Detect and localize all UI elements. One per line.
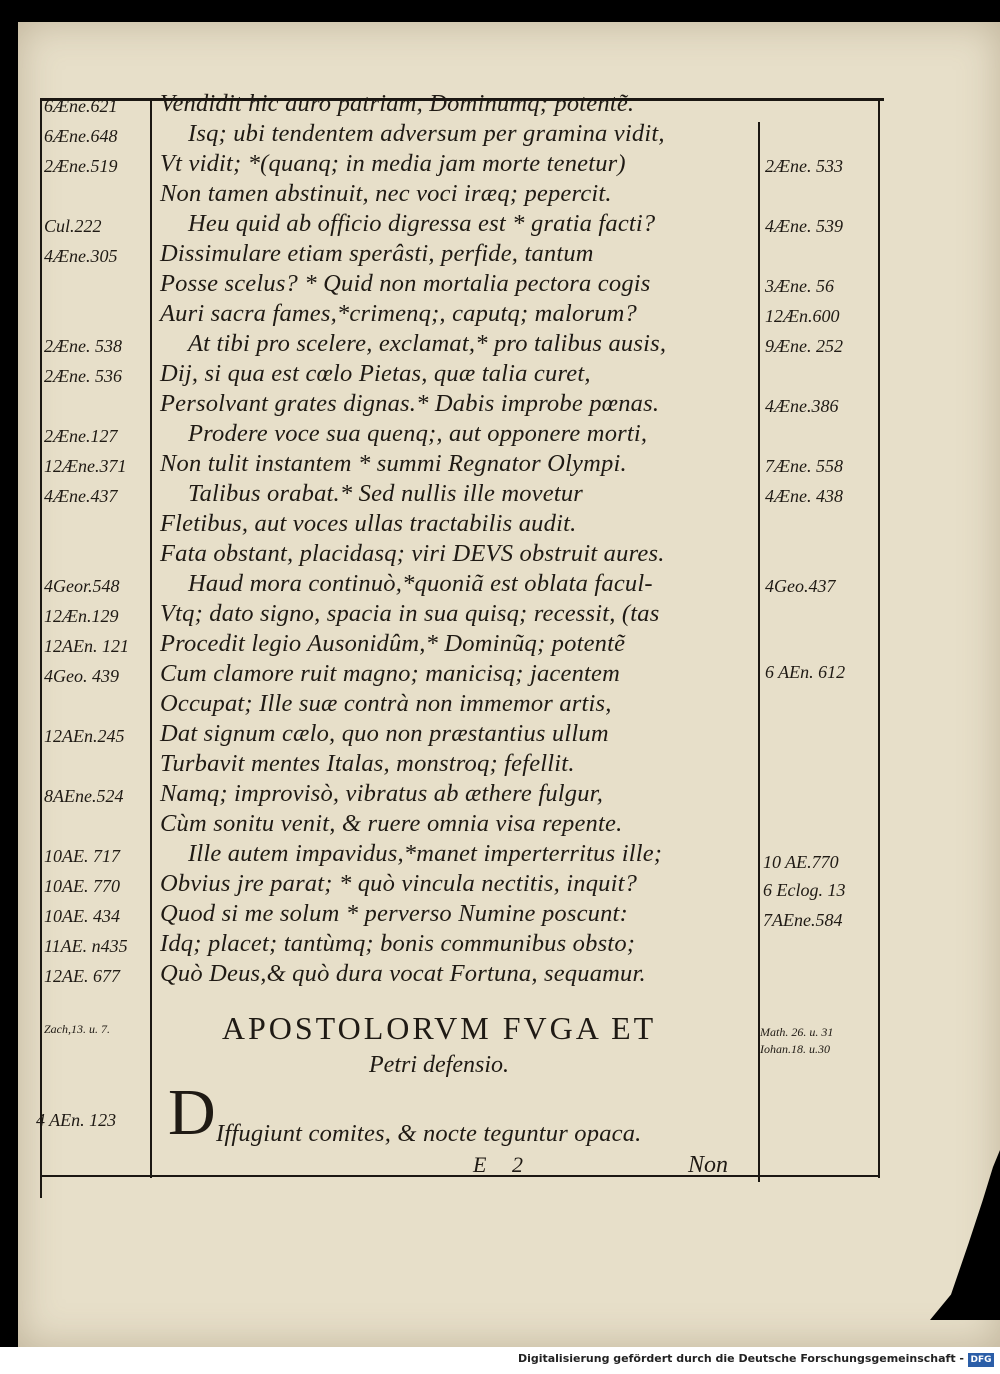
left-ref: 4 AEn. 123 bbox=[36, 1110, 117, 1130]
verse-line-14: Talibus orabat.* Sed nullis ille movetur bbox=[188, 480, 584, 507]
verse-line-17: Haud mora continuò,*quoniã est oblata facul- bbox=[188, 570, 653, 597]
verse-line-15: Fletibus, aut voces ullas tractabilis audit. bbox=[160, 510, 577, 537]
right-ref: 4Geo.437 bbox=[765, 576, 836, 596]
left-ref: 12AEn. 121 bbox=[44, 636, 129, 656]
verse-line-27: Obvius jre parat; * quò vincula nectitis, inquit? bbox=[160, 870, 638, 897]
right-ref: 2Æne. 533 bbox=[765, 156, 843, 176]
right-ref: Iohan.18. u.30 bbox=[760, 1042, 830, 1056]
verse-line-20: Cum clamore ruit magno; manicisq; jacentem bbox=[160, 660, 620, 687]
left-ref: 4Geor.548 bbox=[44, 576, 120, 596]
verse-line-10: Dij, si qua est cœlo Pietas, quæ talia curet, bbox=[160, 360, 591, 387]
right-ref: 12Æn.600 bbox=[765, 306, 840, 326]
dfg-logo: DFG bbox=[968, 1353, 994, 1367]
left-ref: 12AE. 677 bbox=[44, 966, 120, 986]
left-ref: 2Æne. 536 bbox=[44, 366, 122, 386]
verse-line-28: Quod si me solum * perverso Numine poscunt: bbox=[160, 900, 628, 927]
left-ref: 11AE. n435 bbox=[44, 936, 128, 956]
left-ref: 2Æne. 538 bbox=[44, 336, 122, 356]
verse-line-6: Dissimulare etiam sperâsti, perfide, tantum bbox=[160, 240, 594, 267]
left-ref: 8AEne.524 bbox=[44, 786, 124, 806]
right-ref: Math. 26. u. 31 bbox=[760, 1025, 834, 1039]
left-ref: 10AE. 717 bbox=[44, 846, 120, 866]
left-ref: 12AEn.245 bbox=[44, 726, 125, 746]
left-ref: 12Æn.129 bbox=[44, 606, 119, 626]
right-ref: 4Æne. 539 bbox=[765, 216, 843, 236]
catchword: Non bbox=[688, 1152, 729, 1178]
left-ref: Zach,13. u. 7. bbox=[44, 1022, 110, 1036]
left-ref: 10AE. 434 bbox=[44, 906, 120, 926]
section-subheading: Petri defensio. bbox=[369, 1052, 509, 1078]
verse-line-21: Occupat; Ille suæ contrà non immemor artis, bbox=[160, 690, 612, 717]
left-ref: 2Æne.519 bbox=[44, 156, 118, 176]
verse-line-24: Namq; improvisò, vibratus ab æthere fulgur, bbox=[160, 780, 604, 807]
signature-mark: E 2 bbox=[473, 1152, 533, 1177]
left-ref: 4Geo. 439 bbox=[44, 666, 119, 686]
verse-line-4: Non tamen abstinuit, nec voci iræq; pepercit. bbox=[160, 180, 612, 207]
verse-line-16: Fata obstant, placidasq; viri DEVS obstruit aures. bbox=[160, 540, 665, 567]
torn-corner bbox=[930, 1150, 1000, 1320]
right-ref: 9Æne. 252 bbox=[765, 336, 843, 356]
verse-line-25: Cùm sonitu venit, & ruere omnia visa repente. bbox=[160, 810, 623, 837]
verse-line-1: Vendidit hic auro patriam, Dominumq; potentẽ. bbox=[160, 90, 635, 117]
book-page bbox=[18, 22, 1000, 1347]
drop-cap: D bbox=[168, 1076, 216, 1149]
right-ref: 6 AEn. 612 bbox=[765, 662, 846, 682]
verse-line-5: Heu quid ab officio digressa est * gratia facti? bbox=[188, 210, 656, 237]
footer-bar bbox=[0, 1347, 1000, 1374]
verse-line-29: Idq; placet; tantùmq; bonis communibus obsto; bbox=[160, 930, 636, 957]
left-ref: 12Æne.371 bbox=[44, 456, 127, 476]
verse-line-13: Non tulit instantem * summi Regnator Olympi. bbox=[160, 450, 627, 477]
verse-line-7: Posse scelus? * Quid non mortalia pectora cogis bbox=[160, 270, 651, 297]
verse-line-3: Vt vidit; *(quanq; in media jam morte tenetur) bbox=[160, 150, 626, 177]
right-ref: 3Æne. 56 bbox=[765, 276, 834, 296]
footer-credit: Digitalisierung gefördert durch die Deutsche Forschungsgemeinschaft - bbox=[517, 1352, 964, 1365]
verse-line-30: Quò Deus,& quò dura vocat Fortuna, sequamur. bbox=[160, 960, 646, 987]
verse-line-26: Ille autem impavidus,*manet imperterritus ille; bbox=[188, 840, 663, 867]
verse-line-9: At tibi pro scelere, exclamat,* pro talibus ausis, bbox=[188, 330, 667, 357]
right-ref: 6 Eclog. 13 bbox=[763, 880, 846, 900]
verse-line-23: Turbavit mentes Italas, monstroq; fefellit. bbox=[160, 750, 575, 777]
verse-line-2: Isq; ubi tendentem adversum per gramina vidit, bbox=[188, 120, 665, 147]
bottom-rule bbox=[40, 1175, 880, 1177]
verse-line-12: Prodere voce sua quenq;, aut opponere morti, bbox=[188, 420, 648, 447]
section-heading: APOSTOLORVM FVGA ET bbox=[221, 1010, 657, 1046]
verse-line-8: Auri sacra fames,*crimenq;, caputq; malorum? bbox=[160, 300, 637, 327]
right-ref: 4Æne. 438 bbox=[765, 486, 843, 506]
verse-line-22: Dat signum cælo, quo non præstantius ullum bbox=[160, 720, 609, 747]
left-ref: Cul.222 bbox=[44, 216, 102, 236]
left-ref: 4Æne.437 bbox=[44, 486, 118, 506]
right-ref: 7AEne.584 bbox=[763, 910, 843, 930]
left-ref: 6Æne.648 bbox=[44, 126, 118, 146]
right-ref: 7Æne. 558 bbox=[765, 456, 843, 476]
left-ref: 6Æne.621 bbox=[44, 96, 118, 116]
first-line: Iffugiunt comites, & nocte teguntur opaca. bbox=[216, 1120, 642, 1147]
verse-line-19: Procedit legio Ausonidûm,* Dominũq; potentẽ bbox=[160, 630, 626, 657]
verse-line-11: Persolvant grates dignas.* Dabis improbe pœnas. bbox=[160, 390, 660, 417]
right-ref: 4Æne.386 bbox=[765, 396, 839, 416]
left-ref: 4Æne.305 bbox=[44, 246, 118, 266]
left-ref: 2Æne.127 bbox=[44, 426, 118, 446]
verse-line-18: Vtq; dato signo, spacia in sua quisq; recessit, (tas bbox=[160, 600, 660, 627]
right-ref: 10 AE.770 bbox=[763, 852, 839, 872]
left-ref: 10AE. 770 bbox=[44, 876, 120, 896]
